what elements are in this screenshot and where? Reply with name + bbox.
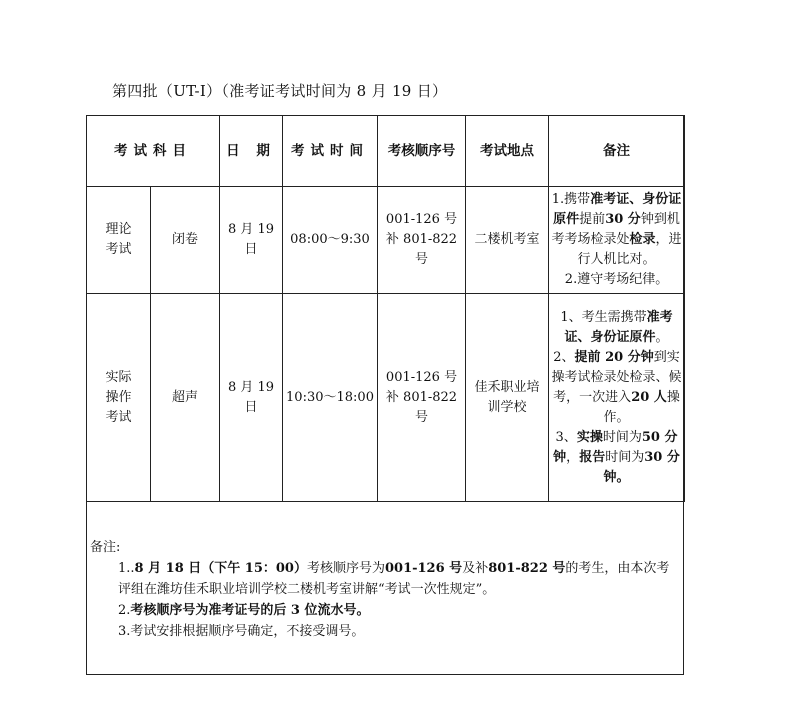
location-line: 佳禾职业培 bbox=[474, 379, 540, 395]
header-date: 日 期 bbox=[220, 116, 283, 187]
note-text: 。 bbox=[655, 329, 669, 345]
footnote-bold: 801-822 号 bbox=[488, 561, 566, 576]
order-line: 001-126 号 bbox=[385, 212, 458, 227]
note-bold: 30 分钟。 bbox=[603, 449, 680, 485]
note-bold: 检录 bbox=[629, 232, 656, 247]
note-text: 到实操考试检录处检录、候考，一次进入 bbox=[551, 349, 682, 405]
footnote-bold: 8 月 18 日（下午 15：00） bbox=[134, 561, 307, 576]
category-line: 考试 bbox=[105, 409, 132, 425]
footnotes bbox=[90, 537, 682, 642]
subject-cell: 超声 bbox=[151, 294, 220, 502]
footnote-text: 及补 bbox=[462, 561, 489, 576]
table-row bbox=[87, 187, 685, 294]
order-cell bbox=[378, 187, 466, 294]
note-text: ，进行人机比对。 bbox=[577, 232, 682, 267]
order-cell bbox=[378, 294, 466, 502]
footnote-1 bbox=[90, 558, 682, 600]
note-text: 3、 bbox=[555, 429, 577, 445]
category-line: 实际 bbox=[105, 369, 132, 385]
note-bold: 报告 bbox=[579, 449, 606, 465]
subject-cell: 闭卷 bbox=[151, 187, 220, 294]
footnote-text: 1.. bbox=[118, 561, 135, 576]
footnote-3: 3.考试安排根据顺序号确定，不接受调号。 bbox=[118, 624, 365, 639]
note-bold: 准考证、身份证原件 bbox=[564, 309, 673, 345]
note-text: ， bbox=[566, 449, 580, 465]
time-cell: 10:30～18:00 bbox=[283, 294, 378, 502]
footnote-text: 考核顺序号为 bbox=[306, 561, 385, 576]
location-line: 训学校 bbox=[487, 399, 527, 415]
note-text: 时间为 bbox=[605, 449, 645, 465]
time-cell: 08:00～9:30 bbox=[283, 187, 378, 294]
footnote-bold: 考核顺序号为准考证号的后 3 位流水号。 bbox=[130, 603, 370, 618]
notes-cell bbox=[549, 294, 685, 502]
note-paragraph bbox=[549, 348, 684, 428]
batch-title: 第四批（UT-I）（准考证考试时间为 8 月 19 日） bbox=[112, 82, 448, 100]
note-bold: 30 分 bbox=[605, 212, 641, 227]
note-bold: 实操 bbox=[576, 429, 603, 445]
category-cell bbox=[87, 294, 151, 502]
note-text: 时间为 bbox=[602, 429, 642, 445]
note-bold: 20 人 bbox=[631, 389, 667, 405]
location-cell: 二楼机考室 bbox=[466, 187, 549, 294]
note-text: 提前 bbox=[579, 212, 606, 227]
note-paragraph: 2.遵守考场纪律。 bbox=[564, 272, 669, 287]
note-text: 2、 bbox=[553, 349, 575, 365]
location-cell bbox=[466, 294, 549, 502]
category-line: 理论 bbox=[105, 222, 132, 237]
note-paragraph bbox=[549, 308, 684, 348]
category-line: 考试 bbox=[105, 242, 132, 257]
table-header-row bbox=[87, 116, 685, 187]
note-text: 1、考生需携带 bbox=[560, 309, 647, 325]
header-remarks: 备注 bbox=[549, 116, 685, 187]
note-paragraph bbox=[549, 428, 684, 488]
notes-cell bbox=[549, 187, 685, 294]
footnote-text: 2. bbox=[118, 603, 131, 618]
note-text: 1.携带 bbox=[551, 192, 591, 207]
footnote-2 bbox=[90, 600, 682, 621]
header-location: 考试地点 bbox=[466, 116, 549, 187]
note-text: 钟到机考考场检录处 bbox=[551, 212, 680, 247]
exam-schedule-table bbox=[86, 115, 685, 502]
footnote-text: 的考生，由本次考评组在潍坊佳禾职业培训学校二楼机考室讲解“考试一次性规定”。 bbox=[118, 561, 670, 597]
header-subject: 考试科目 bbox=[87, 116, 220, 187]
note-text: 操作。 bbox=[603, 389, 680, 425]
order-line: 001-126 号 bbox=[385, 369, 458, 385]
date-cell: 8 月 19 日 bbox=[220, 294, 283, 502]
header-order: 考核顺序号 bbox=[378, 116, 466, 187]
note-bold: 提前 20 分钟 bbox=[574, 349, 654, 365]
order-line: 补 801-822 号 bbox=[385, 232, 458, 267]
note-bold: 50 分钟 bbox=[553, 429, 678, 465]
date-cell: 8 月 19 日 bbox=[220, 187, 283, 294]
note-bold: 准考证、身份证原件 bbox=[553, 192, 682, 227]
footnote-bold: 001-126 号 bbox=[384, 561, 463, 576]
header-time: 考试时间 bbox=[283, 116, 378, 187]
note-paragraph bbox=[549, 190, 684, 270]
category-cell bbox=[87, 187, 151, 294]
order-line: 补 801-822 号 bbox=[385, 389, 458, 425]
category-line: 操作 bbox=[105, 389, 132, 405]
table-row bbox=[87, 294, 685, 502]
footnotes-label: 备注: bbox=[90, 540, 121, 555]
